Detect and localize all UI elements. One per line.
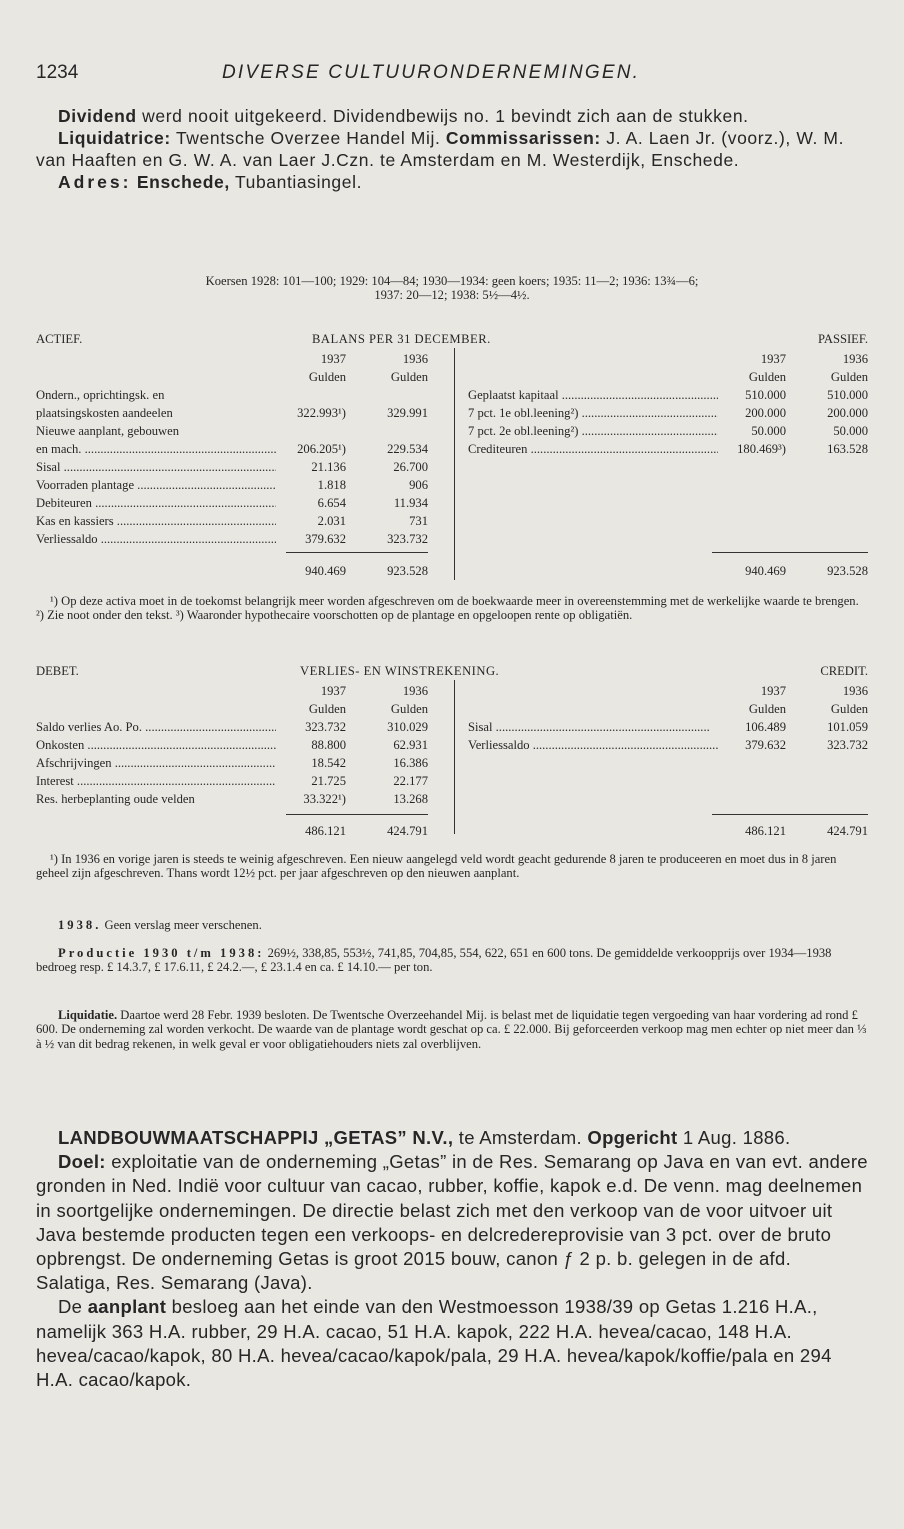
credit-value-1936: 101.059	[827, 720, 868, 734]
debet-row: Onkosten .....	[36, 736, 276, 754]
liquidatrice-text: Twentsche Overzee Handel Mij.	[175, 128, 441, 148]
debet-total-rule	[286, 814, 428, 815]
passief-value-1937: 50.000	[751, 424, 786, 438]
actief-value-1936: 323.732	[387, 532, 428, 546]
debet-row: Interest .....	[36, 772, 276, 790]
page-number: 1234	[36, 62, 79, 83]
actief-total-1937: 940.469	[305, 564, 346, 578]
adres-label: Adres:	[58, 172, 132, 192]
actief-row: Ondern., oprichtingsk. en	[36, 388, 165, 402]
getas-name: LANDBOUWMAATSCHAPPIJ „GETAS” N.V.,	[58, 1127, 454, 1148]
passief-row: Crediteuren .....	[468, 440, 718, 458]
koersen-line-1: Koersen 1928: 101—100; 1929: 104—84; 1930—1934: geen koers; 1935: 11—2; 1936: 13¾—6;	[205, 274, 699, 288]
koersen-line-2: 1937: 20—12; 1938: 5½—4½.	[374, 288, 530, 303]
passief-unit-1936: Gulden	[830, 370, 868, 384]
actief-value-1937: 21.136	[311, 460, 346, 474]
actief-row: Verliessaldo .....	[36, 530, 276, 548]
credit-row: Verliessaldo .....	[468, 736, 718, 754]
credit-value-1937: 379.632	[745, 738, 786, 752]
actief-row: Debiteuren .....	[36, 494, 276, 512]
actief-row: Sisal .....	[36, 458, 276, 476]
passief-value-1937: 180.469³)	[737, 442, 786, 456]
note-liquidatie	[36, 1008, 868, 1051]
actief-year-1936: 1936	[402, 352, 428, 366]
actief-value-1937: 322.993¹)	[297, 406, 346, 420]
opgericht-text: 1 Aug. 1886.	[682, 1127, 791, 1148]
getas-heading	[36, 1126, 868, 1150]
dividend-text: werd nooit uitgekeerd. Dividendbewijs no. 1 bevindt zich aan de stukken.	[142, 106, 749, 126]
credit-row: Sisal .....	[468, 718, 718, 736]
note-1938	[36, 918, 868, 932]
debet-year-1936: 1936	[402, 684, 428, 698]
aanplant-text: besloeg aan het einde van den Westmoesson 1938/39 op Getas 1.216 H.A., namelijk 363 H.A. rubber, 29 H.A. cacao, 51 H.A. kapok, 222 H.A. hevea/cacao, 148 H.A. hevea/cacao/kapok, 80 H.A. hevea/cacao/kapok/pala, 29 H.A. hevea/kapok/koffie/pala en 294 H.A. cacao/kapok.	[36, 1296, 832, 1391]
passief-unit-1937: Gulden	[748, 370, 786, 384]
debet-value-1936: 22.177	[393, 774, 428, 788]
verlies-footnote: ¹) In 1936 en vorige jaren is steeds te weinig afgeschreven. Een nieuw aangelegd veld wordt geacht gedurende 8 jaren te produceeren en moet dus in 8 jaren geheel zijn afgeschreven. Thans wordt 12½ pct. per jaar afgeschreven op den nieuwen aanplant.	[36, 852, 837, 881]
adres-paragraph	[36, 171, 868, 193]
debet-value-1937: 18.542	[311, 756, 346, 770]
debet-total-1936: 424.791	[387, 824, 428, 838]
actief-value-1936: 906	[409, 478, 428, 492]
debet-value-1936: 310.029	[387, 720, 428, 734]
debet-unit-1937: Gulden	[308, 702, 346, 716]
adres-street: Tubantiasingel.	[235, 172, 363, 192]
actief-total-rule	[286, 552, 428, 553]
note-1938-text: Geen verslag meer verschenen.	[104, 918, 262, 932]
actief-total-1936: 923.528	[387, 564, 428, 578]
opgericht-label: Opgericht	[587, 1127, 678, 1148]
productie-text: 269½, 338,85, 553½, 741,85, 704,85, 554, 622, 651 en 600 tons. De gemiddelde verkoopprijs over 1934—1938 bedroeg resp. £ 14.3.7, £ 17.6.11, £ 24.2.—, £ 23.1.4 en ca. £ 14.10.— per ton.	[36, 946, 832, 975]
passief-row: 7 pct. 2e obl.leening²) .....	[468, 422, 718, 440]
actief-row: plaatsingskosten aandeelen	[36, 406, 173, 420]
credit-title: CREDIT.	[820, 664, 868, 678]
doel-text: exploitatie van de onderneming „Getas” in de Res. Semarang op Java en van evt. andere gronden in Ned. Indië voor cultuur van cacao, rubber, koffie, kapok e.d. De venn. mag deelnemen in soortgelijke ondernemingen. De directie belast zich met den verkoop van de voor uitvoer uit Java bestemde producten tegen een verkoops- en delcredereprovisie van 3 pct. over de bruto opbrengst. De onderneming Getas is groot 2015 bouw, canon ƒ 2 p. b. gelegen in de afd. Salatiga, Res. Semarang (Java).	[36, 1151, 868, 1294]
passief-row: 7 pct. 1e obl.leening²) .....	[468, 404, 718, 422]
liquidatrice-paragraph	[36, 127, 868, 171]
passief-value-1937: 200.000	[745, 406, 786, 420]
passief-total-1937: 940.469	[745, 564, 786, 578]
actief-value-1936: 731	[409, 514, 428, 528]
credit-value-1937: 106.489	[745, 720, 786, 734]
credit-unit-1937: Gulden	[748, 702, 786, 716]
getas-entry	[36, 1126, 868, 1392]
passief-row: Geplaatst kapitaal .....	[468, 386, 718, 404]
actief-value-1936: 26.700	[393, 460, 428, 474]
passief-title: PASSIEF.	[818, 332, 868, 346]
debet-year-1937: 1937	[320, 684, 346, 698]
aanplant-paragraph	[36, 1295, 868, 1392]
actief-value-1936: 329.991	[387, 406, 428, 420]
credit-year-1936: 1936	[842, 684, 868, 698]
debet-total-1937: 486.121	[305, 824, 346, 838]
commissarissen-label: Commissarissen:	[445, 128, 601, 148]
debet-value-1937: 33.322¹)	[303, 792, 346, 806]
aanplant-pre: De	[58, 1296, 83, 1318]
liquidatrice-label: Liquidatrice:	[58, 128, 171, 148]
actief-year-1937: 1937	[320, 352, 346, 366]
passief-value-1936: 510.000	[827, 388, 868, 402]
actief-value-1937: 1.818	[317, 478, 346, 492]
debet-unit-1936: Gulden	[390, 702, 428, 716]
dividend-label: Dividend	[58, 106, 137, 126]
running-header	[36, 62, 868, 88]
debet-value-1936: 16.386	[393, 756, 428, 770]
adres-city: Enschede,	[136, 172, 230, 192]
running-title: DIVERSE CULTUURONDERNEMINGEN.	[222, 62, 641, 83]
balans-footnote: ¹) Op deze activa moet in de toekomst belangrijk meer worden afgeschreven om de boekwaarde meer in overeenstemming met de werkelijke waarde te brengen. ²) Zie noot onder den tekst. ³) Waaronder hypothecaire voorschotten op de plantage en opgeloopen rente op obligatiën.	[36, 594, 859, 623]
debet-value-1937: 323.732	[305, 720, 346, 734]
verlies-title: VERLIES- EN WINSTREKENING.	[300, 664, 500, 678]
passief-year-1936: 1936	[842, 352, 868, 366]
credit-total-1936: 424.791	[827, 824, 868, 838]
actief-unit-1937: Gulden	[308, 370, 346, 384]
liquidatie-label: Liquidatie.	[58, 1008, 118, 1022]
actief-unit-1936: Gulden	[390, 370, 428, 384]
liquidatie-text: Daartoe werd 28 Febr. 1939 besloten. De Twentsche Overzeehandel Mij. is belast met de liquidatie tegen vergoeding van haar vordering ad rond £ 600. De onderneming zal worden verkocht. De waarde van de plantage wordt geschat op ca. £ 22.000. Bij geforceerden verkoop mag men echter op niet meer dan ⅓ à ½ van dit bedrag rekenen, in welk geval er voor obligatiehouders niets zal overblijven.	[36, 1008, 867, 1051]
actief-title: ACTIEF.	[36, 332, 83, 346]
actief-row: Kas en kassiers .....	[36, 512, 276, 530]
debet-value-1937: 21.725	[311, 774, 346, 788]
actief-value-1937: 6.654	[317, 496, 346, 510]
debet-value-1937: 88.800	[311, 738, 346, 752]
note-1938-label: 1938.	[58, 918, 102, 932]
balance-sheet	[36, 330, 868, 590]
actief-row: en mach. .....	[36, 440, 276, 458]
note-productie	[36, 946, 868, 975]
passief-year-1937: 1937	[760, 352, 786, 366]
dividend-paragraph	[36, 105, 868, 127]
actief-value-1937: 379.632	[305, 532, 346, 546]
profit-loss-account	[36, 662, 868, 842]
debet-value-1936: 13.268	[393, 792, 428, 806]
productie-label: Productie 1930 t/m 1938:	[58, 946, 265, 960]
balans-title: BALANS PER 31 DECEMBER.	[312, 332, 491, 346]
actief-row: Voorraden plantage .....	[36, 476, 276, 494]
debet-row: Res. herbeplanting oude velden	[36, 792, 195, 806]
intro-block	[36, 105, 868, 193]
debet-row: Afschrijvingen .....	[36, 754, 276, 772]
passief-total-1936: 923.528	[827, 564, 868, 578]
actief-value-1937: 206.205¹)	[297, 442, 346, 456]
actief-value-1936: 11.934	[393, 496, 428, 510]
passief-value-1936: 163.528	[827, 442, 868, 456]
balans-divider	[454, 348, 455, 580]
actief-value-1937: 2.031	[317, 514, 346, 528]
doel-label: Doel:	[58, 1151, 106, 1173]
commissarissen-text: J. A. Laen Jr. (voorz.), W. M. van Haaften en G. W. A. van Laer J.Czn. te Amsterdam en M. Westerdijk, Enschede.	[36, 128, 845, 170]
debet-value-1936: 62.931	[393, 738, 428, 752]
passief-total-rule	[712, 552, 868, 553]
getas-place: te Amsterdam.	[458, 1127, 582, 1148]
credit-value-1936: 323.732	[827, 738, 868, 752]
actief-row: Nieuwe aanplant, gebouwen	[36, 424, 180, 438]
doel-paragraph	[36, 1150, 868, 1295]
passief-value-1936: 200.000	[827, 406, 868, 420]
credit-total-rule	[712, 814, 868, 815]
credit-total-1937: 486.121	[745, 824, 786, 838]
debet-row: Saldo verlies Ao. Po. .....	[36, 718, 276, 736]
credit-unit-1936: Gulden	[830, 702, 868, 716]
passief-value-1936: 50.000	[833, 424, 868, 438]
passief-value-1937: 510.000	[745, 388, 786, 402]
actief-value-1936: 229.534	[387, 442, 428, 456]
credit-year-1937: 1937	[760, 684, 786, 698]
verlies-divider	[454, 680, 455, 834]
debet-title: DEBET.	[36, 664, 79, 678]
koersen-block	[36, 274, 868, 303]
aanplant-label: aanplant	[87, 1296, 167, 1318]
